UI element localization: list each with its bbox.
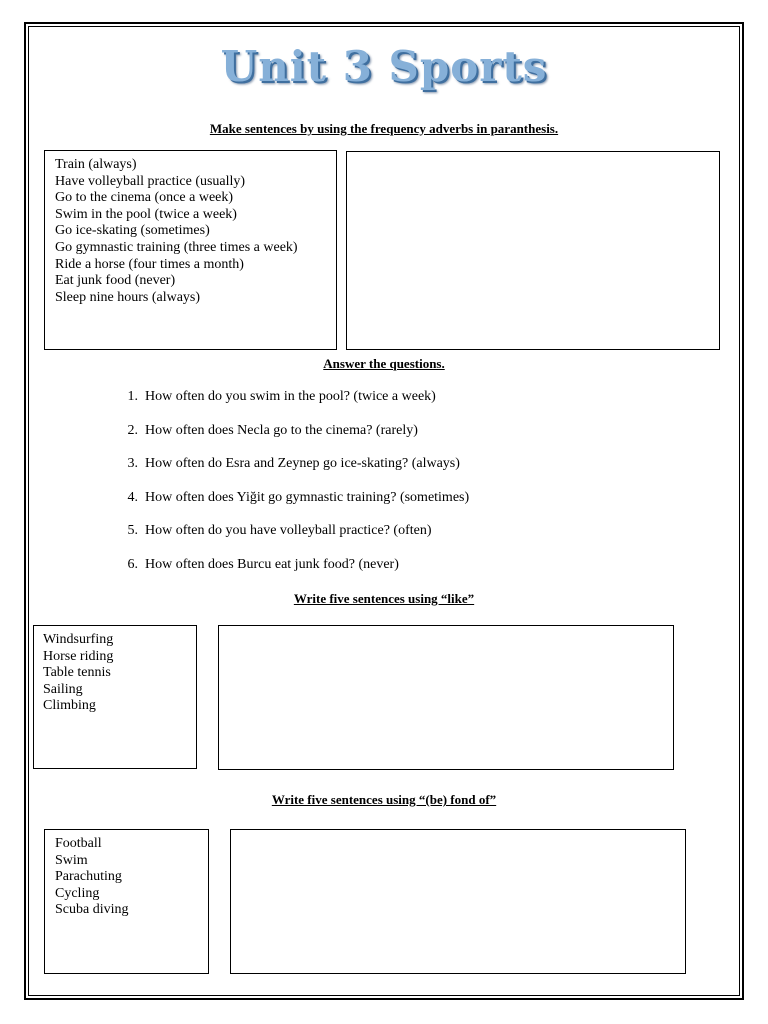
section4-heading: Write five sentences using “(be) fond of” [271,792,497,807]
list-item: Cycling [55,885,100,901]
question-number: 3. [127,456,138,472]
question-list [110,389,469,591]
question-item [110,456,469,490]
list-item: Train (always) [55,157,137,172]
question-item [110,523,469,557]
question-item [110,423,469,457]
section4-word-list [55,836,208,919]
section1-answer-box[interactable] [346,151,720,350]
list-item: Go ice-skating (sometimes) [55,223,210,239]
question-number: 2. [127,422,138,438]
list-item: Sleep nine hours (always) [55,289,201,305]
list-item: Eat junk food (never) [55,273,176,289]
list-item: Go gymnastic training (three times a week) [55,239,298,255]
question-number: 1. [127,389,138,404]
section1-word-list [55,157,336,306]
list-item: Sailing [43,681,83,697]
list-item: Table tennis [43,665,111,681]
section4-answer-box[interactable] [230,829,686,974]
section3-heading: Write five sentences using “like” [293,591,475,606]
list-item: Windsurfing [43,632,114,647]
list-item: Swim in the pool (twice a week) [55,206,237,222]
question-text: How often do you swim in the pool? (twice a week) [145,389,436,404]
worksheet-title: Unit 3 Sports [220,42,548,91]
list-item: Parachuting [55,869,122,885]
question-text: How often do Esra and Zeynep go ice-skating? (always) [145,456,460,472]
question-item [110,490,469,524]
list-item: Horse riding [43,648,114,664]
question-text: How often does Necla go to the cinema? (rarely) [145,422,418,438]
question-text: How often does Burcu eat junk food? (never) [145,556,399,572]
section3-word-list [43,632,196,715]
question-number: 6. [127,556,138,572]
question-text: How often do you have volleyball practice? (often) [145,523,432,539]
list-item: Scuba diving [55,902,129,918]
section2-heading: Answer the questions. [323,356,445,371]
question-text: How often does Yiğit go gymnastic training? (sometimes) [145,489,470,505]
list-item: Climbing [43,698,96,714]
list-item: Have volleyball practice (usually) [55,173,246,189]
section3-word-box [33,625,197,769]
question-item [110,389,469,423]
question-number: 5. [127,523,138,539]
section4-word-box [44,829,209,974]
question-item [110,557,469,591]
section1-word-box [44,150,337,350]
section1-heading: Make sentences by using the frequency adverbs in paranthesis. [209,121,559,136]
list-item: Football [55,836,102,851]
question-number: 4. [127,489,138,505]
list-item: Ride a horse (four times a month) [55,256,244,272]
section3-answer-box[interactable] [218,625,674,770]
list-item: Go to the cinema (once a week) [55,190,234,206]
list-item: Swim [55,852,88,868]
